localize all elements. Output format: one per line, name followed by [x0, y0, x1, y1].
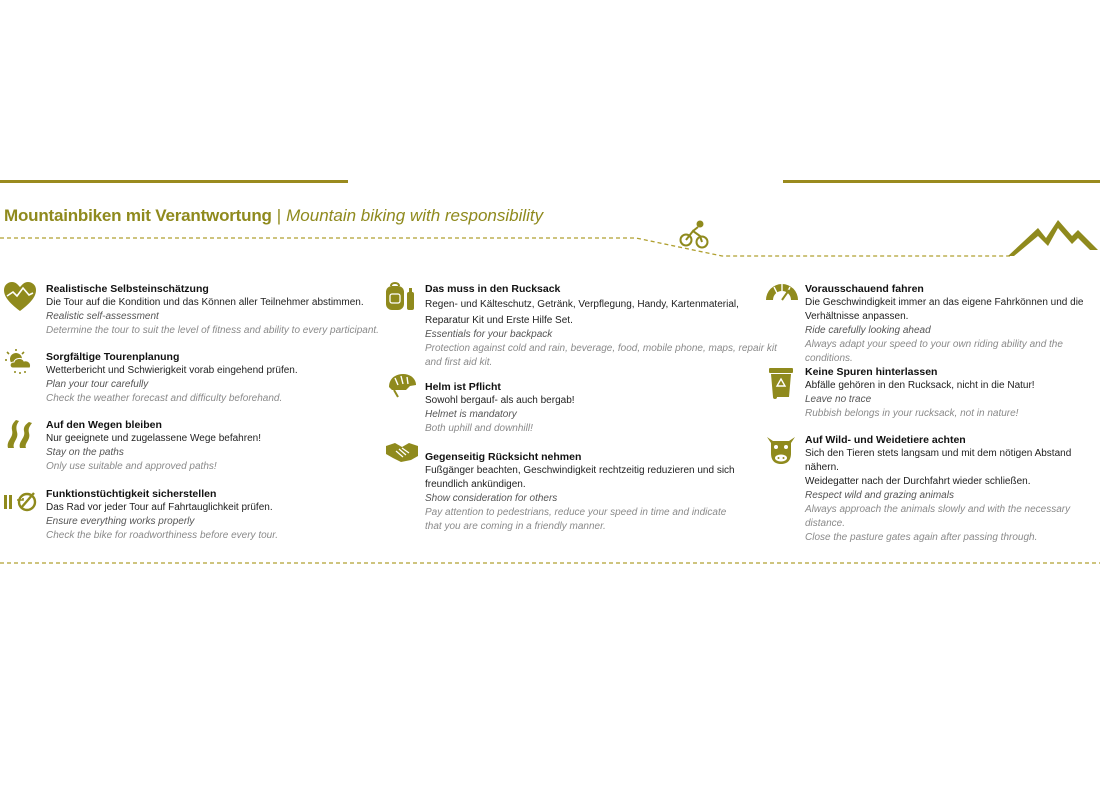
recycle-bin-icon [768, 367, 794, 399]
tip-description-line-2: Weidegatter nach der Durchfahrt wieder schließen. [805, 476, 1031, 487]
tip-tour-planning [46, 350, 298, 406]
tip-heading: Keine Spuren hinterlassen [805, 366, 938, 378]
tip-heading: Funktionstüchtigkeit sicherstellen [46, 488, 217, 500]
tip-heading: Vorausschauend fahren [805, 283, 924, 295]
tip-description-line-2: freundlich ankündigen. [425, 479, 526, 490]
weather-sun-cloud-icon [3, 348, 37, 376]
tip-stay-on-paths [46, 418, 261, 474]
tip-english-title: Leave no trace [805, 394, 872, 405]
tip-english-title: Plan your tour carefully [46, 379, 149, 390]
tip-heading: Realistische Selbsteinschätzung [46, 283, 209, 295]
tip-animals [805, 433, 1100, 545]
tip-description-line-1: Fußgänger beachten, Geschwindigkeit rechtzeitig reduzieren und sich [425, 465, 735, 476]
tip-english-description-line-1: Pay attention to pedestrians, reduce your speed in time and indicate [425, 507, 727, 518]
tip-english-description: Check the bike for roadworthiness before every tour. [46, 530, 278, 541]
cow-icon [766, 433, 796, 465]
tip-english-description-line-1: Always approach the animals slowly and with the necessary distance. [805, 504, 1071, 529]
bike-tools-icon [3, 490, 39, 512]
tip-english-description-line-2: Close the pasture gates again after passing through. [805, 532, 1038, 543]
title-separator: | [276, 206, 282, 225]
helmet-icon [386, 372, 418, 398]
tip-helmet [425, 380, 575, 436]
tip-english-description: Always adapt your speed to your own riding ability and the conditions. [805, 339, 1063, 364]
tip-heading: Auf den Wegen bleiben [46, 419, 162, 431]
title-german: Mountainbiken mit Verantwortung [4, 206, 272, 225]
cyclist-icon [681, 222, 708, 248]
tip-description-line-1: Regen- und Kälteschutz, Getränk, Verpflegung, Handy, Kartenmaterial, [425, 299, 739, 310]
tip-description: Abfälle gehören in den Rucksack, nicht in die Natur! [805, 380, 1035, 391]
tip-english-description: Check the weather forecast and difficulty beforehand. [46, 393, 283, 404]
trail-paths-icon [4, 418, 38, 450]
tip-english-description-line-1: Protection against cold and rain, beverage, food, mobile phone, maps, repair kit [425, 343, 777, 354]
tip-leave-no-trace [805, 365, 1035, 421]
tip-description-line-1: Sich den Tieren stets langsam und mit dem nötigen Abstand nähern. [805, 448, 1072, 473]
tip-english-title: Helmet is mandatory [425, 409, 517, 420]
tip-english-description: Rubbish belongs in your rucksack, not in nature! [805, 408, 1019, 419]
tip-english-title: Ensure everything works properly [46, 516, 195, 527]
tip-description: Wetterbericht und Schwierigkeit vorab eingehend prüfen. [46, 365, 298, 376]
tip-self-assessment [46, 282, 379, 338]
mountains-icon [1008, 220, 1098, 256]
tip-english-description: Both uphill and downhill! [425, 423, 533, 434]
tip-english-description: Only use suitable and approved paths! [46, 461, 217, 472]
tip-english-description-line-2: and first aid kit. [425, 357, 493, 368]
tip-description-line-2: Reparatur Kit und Erste Hilfe Set. [425, 315, 573, 326]
tip-english-title: Realistic self-assessment [46, 311, 159, 322]
tip-heading: Sorgfältige Tourenplanung [46, 351, 180, 363]
tip-ride-ahead [805, 282, 1100, 366]
tip-english-title: Show consideration for others [425, 493, 558, 504]
tip-description: Die Tour auf die Kondition und das Können aller Teilnehmer abstimmen. [46, 297, 364, 308]
tip-heading: Das muss in den Rucksack [425, 283, 561, 295]
title-english: Mountain biking with responsibility [286, 206, 544, 225]
handshake-icon [385, 440, 419, 464]
tip-description: Das Rad vor jeder Tour auf Fahrtauglichkeit prüfen. [46, 502, 273, 513]
speedometer-icon [764, 282, 800, 302]
tip-heading: Gegenseitig Rücksicht nehmen [425, 451, 582, 463]
heart-mountain-icon [3, 282, 37, 312]
tip-heading: Helm ist Pflicht [425, 381, 501, 393]
tip-description: Sowohl bergauf- als auch bergab! [425, 395, 575, 406]
tip-consideration [425, 450, 735, 534]
backpack-bottle-icon [384, 282, 416, 312]
tip-description-line-2: Verhältnisse anpassen. [805, 311, 909, 322]
tip-description-line-1: Die Geschwindigkeit immer an das eigene Fahrkönnen und die [805, 297, 1084, 308]
tip-functionality [46, 487, 278, 543]
tip-backpack [425, 282, 777, 370]
tip-english-title: Ride carefully looking ahead [805, 325, 931, 336]
tip-english-title: Stay on the paths [46, 447, 124, 458]
tip-english-description-line-2: that you are coming in a friendly manner. [425, 521, 606, 532]
tip-heading: Auf Wild- und Weidetiere achten [805, 434, 966, 446]
tip-english-title: Respect wild and grazing animals [805, 490, 954, 501]
tip-english-description: Determine the tour to suit the level of fitness and ability to every participant. [46, 325, 379, 336]
tip-description: Nur geeignete und zugelassene Wege befahren! [46, 433, 261, 444]
tip-english-title: Essentials for your backpack [425, 329, 553, 340]
